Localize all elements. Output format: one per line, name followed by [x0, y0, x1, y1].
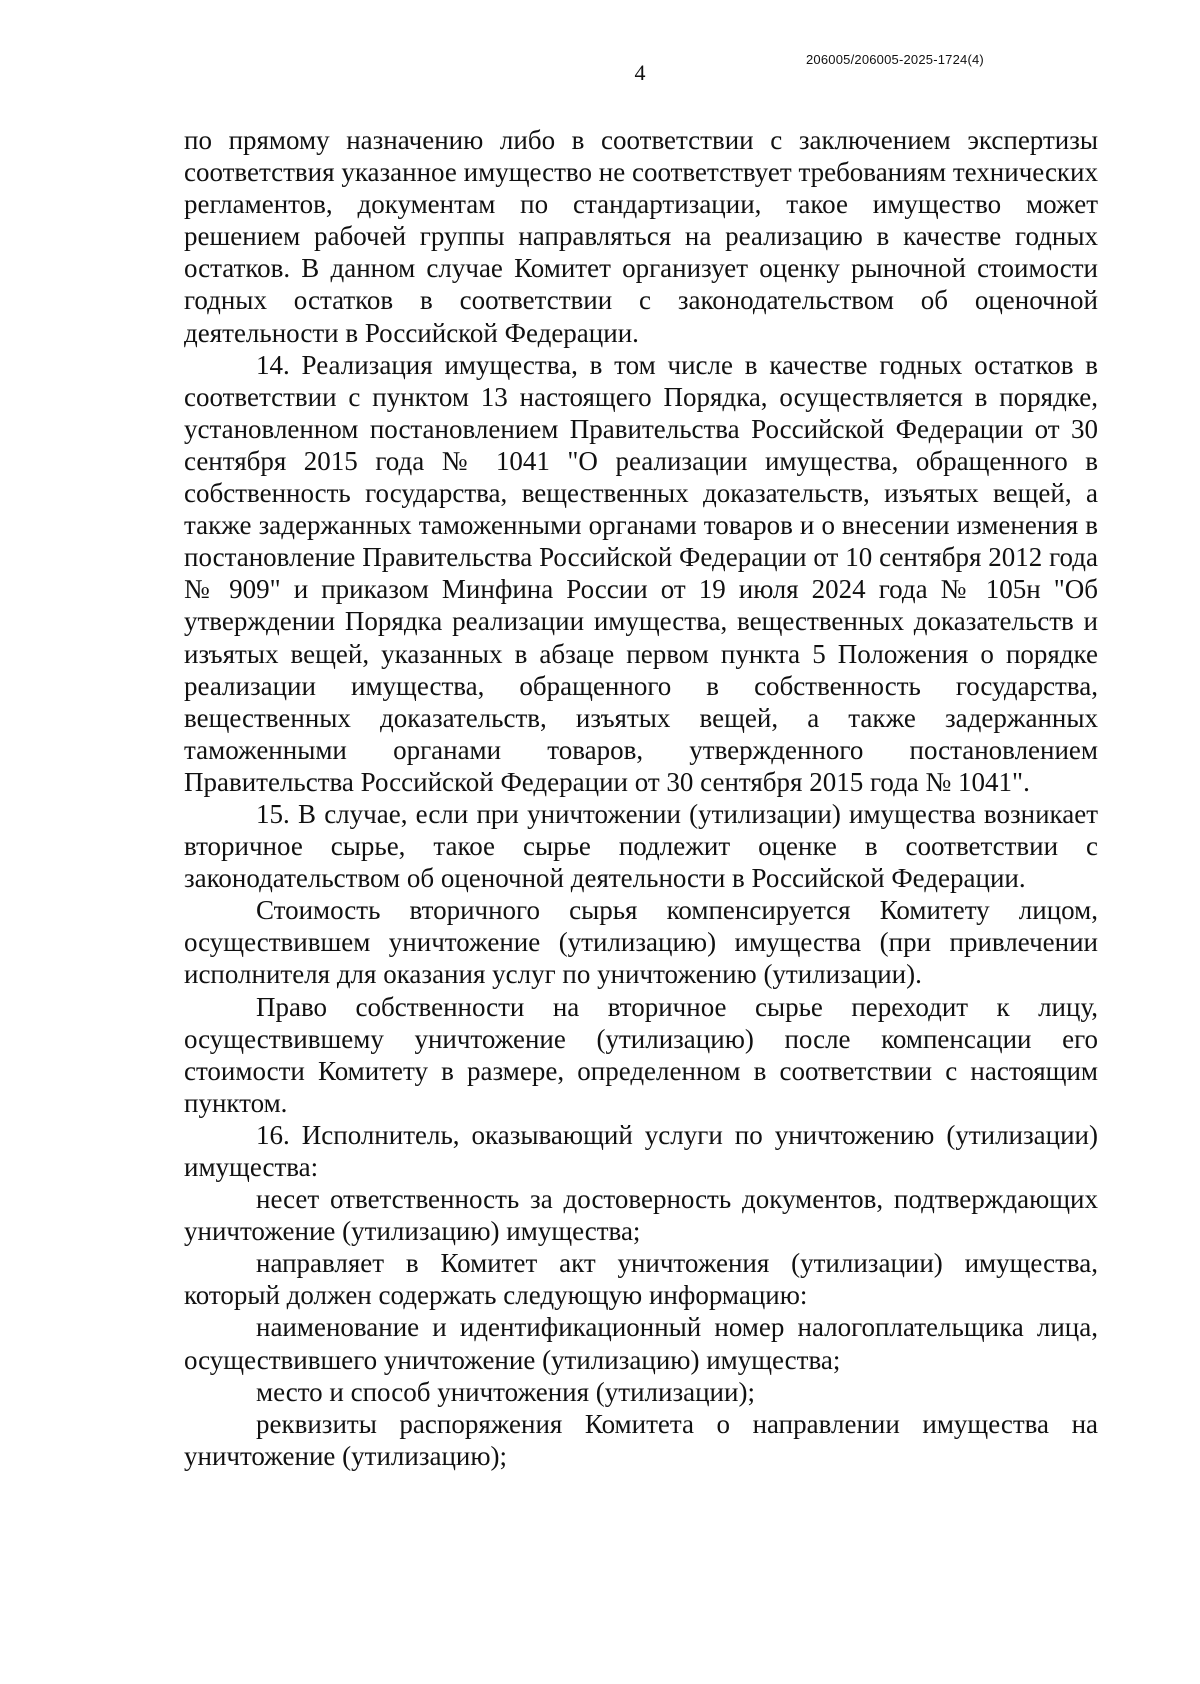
list-item-responsibility: несет ответственность за достоверность документов, подтверждающих уничтожение (утилизацию) имущества;	[184, 1184, 1098, 1247]
document-body	[184, 124, 1098, 1472]
page-number: 4	[634, 60, 646, 85]
list-item-act-submission: направляет в Комитет акт уничтожения (утилизации) имущества, который должен содержать следующую информацию:	[184, 1248, 1098, 1311]
paragraph-clause-14: 14. Реализация имущества, в том числе в качестве годных остатков в соответствии с пунктом 13 настоящего Порядка, осуществляется в порядке, установленном постановлением Правительства Российской Федерации от 30 сентября 2015 года № 1041 "О реализации имущества, обращенного в собственность государства, вещественных доказательств, изъятых вещей, а также задержанных таможенными органами товаров и о внесении изменения в постановление Правительства Российской Федерации от 10 сентября 2012 года № 909" и приказом Минфина России от 19 июля 2024 года № 105н "Об утверждении Порядка реализации имущества, вещественных доказательств и изъятых вещей, указанных в абзаце первом пункта 5 Положения о порядке реализации имущества, обращенного в собственность государства, вещественных доказательств, изъятых вещей, а также задержанных таможенными органами товаров, утвержденного постановлением Правительства Российской Федерации от 30 сентября 2015 года № 1041".	[184, 349, 1098, 797]
document-id: 206005/206005-2025-1724(4)	[806, 52, 984, 67]
list-item-order-details: реквизиты распоряжения Комитета о направлении имущества на уничтожение (утилизацию);	[184, 1408, 1098, 1471]
paragraph-clause-15: 15. В случае, если при уничтожении (утилизации) имущества возникает вторичное сырье, такое сырье подлежит оценке в соответствии с законодательством об оценочной деятельности в Российской Федерации.	[184, 798, 1098, 894]
paragraph-continuation: по прямому назначению либо в соответствии с заключением экспертизы соответствия указанное имущество не соответствует требованиям технических регламентов, документам по стандартизации, такое имущество может решением рабочей группы направляться на реализацию в качестве годных остатков. В данном случае Комитет организует оценку рыночной стоимости годных остатков в соответствии с законодательством об оценочной деятельности в Российской Федерации.	[184, 125, 1098, 348]
paragraph-ownership-right: Право собственности на вторичное сырье переходит к лицу, осуществившему уничтожение (утилизацию) после компенсации его стоимости Комитету в размере, определенном в соответствии с настоящим пунктом.	[184, 991, 1098, 1118]
paragraph-clause-16: 16. Исполнитель, оказывающий услуги по уничтожению (утилизации) имущества:	[184, 1119, 1098, 1182]
list-item-taxpayer-id: наименование и идентификационный номер налогоплательщика лица, осуществившего уничтожение (утилизацию) имущества;	[184, 1312, 1098, 1375]
list-item-place-method: место и способ уничтожения (утилизации);	[256, 1376, 755, 1407]
paragraph-secondary-raw-cost: Стоимость вторичного сырья компенсируется Комитету лицом, осуществившем уничтожение (утилизацию) имущества (при привлечении исполнителя для оказания услуг по уничтожению (утилизации).	[184, 895, 1098, 990]
